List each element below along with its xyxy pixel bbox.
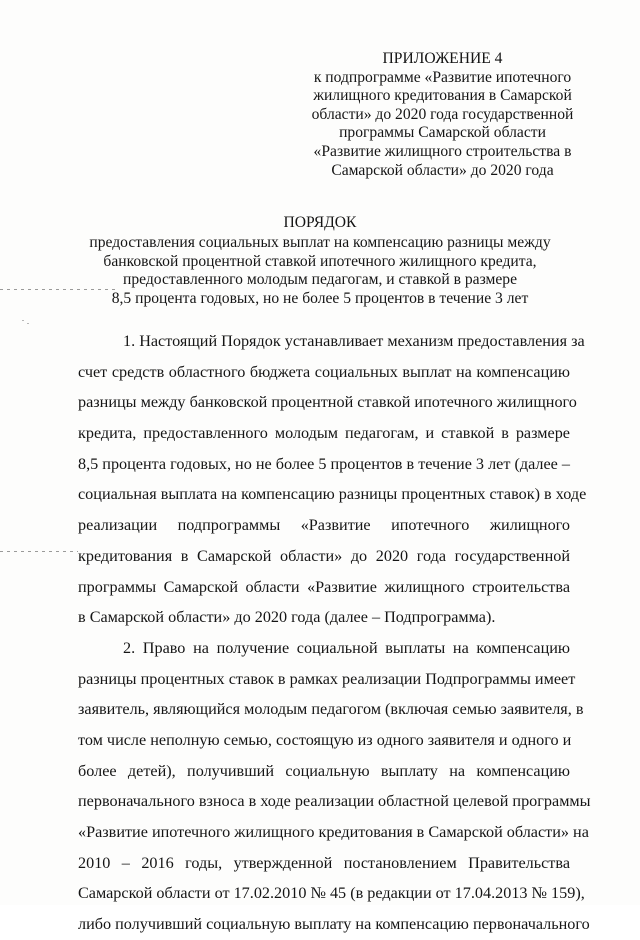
document-subtitle-line: предоставленного молодым педагогам, и ставкой в размере xyxy=(122,271,518,289)
paragraph-1-line: 8,5 процента годовых, но не более 5 процентов в течение 3 лет (далее – xyxy=(78,454,570,473)
appendix-line: программы Самарской области xyxy=(339,124,546,142)
paragraph-1-line: кредита, предоставленного молодым педагогам, и ставкой в размере xyxy=(78,424,570,443)
paragraph-2-line: 2010 – 2016 годы, утвержденной постановлением Правительства xyxy=(78,853,570,872)
appendix-line: области» до 2020 года государственной xyxy=(311,105,574,123)
paragraph-1-line: реализации подпрограммы «Развитие ипотечного жилищного xyxy=(78,516,570,535)
paragraph-2-line: либо получивший социальную выплату на компенсацию первоначального xyxy=(78,915,590,934)
document-subtitle-line: 8,5 процента годовых, но не более 5 процентов в течение 3 лет xyxy=(111,290,529,308)
document-title-block xyxy=(40,214,600,309)
scan-artifact-line xyxy=(0,551,78,552)
document-subtitle-line: предоставления социальных выплат на компенсацию разницы между xyxy=(89,233,551,251)
paragraph-1-line: программы Самарской области «Развитие жилищного строительства xyxy=(78,577,570,596)
document-subtitle-line: банковской процентной ставкой ипотечного жилищного кредита, xyxy=(103,252,537,270)
paragraph-1-line: кредитования в Самарской области» до 2020 года государственной xyxy=(78,546,570,565)
paragraph-1-line: 1. Настоящий Порядок устанавливает механизм предоставления за xyxy=(123,332,585,350)
appendix-title: ПРИЛОЖЕНИЕ 4 xyxy=(382,50,503,67)
paragraph-1-line: социальная выплата на компенсацию разницы процентных ставок) в ходе xyxy=(78,485,587,504)
document-body xyxy=(78,326,591,940)
appendix-line: «Развитие жилищного строительства в xyxy=(313,142,572,160)
paragraph-1-line: счет средств областного бюджета социальных выплат на компенсацию xyxy=(78,362,570,381)
paragraph-2-line: более детей), получивший социальную выплату на компенсацию xyxy=(78,761,570,780)
appendix-line: к подпрограмме «Развитие ипотечного xyxy=(313,68,572,86)
appendix-line: Самарской области» до 2020 года xyxy=(331,161,554,179)
paragraph-2-line: том числе неполную семью, состоящую из одного заявителя и одного и xyxy=(78,730,572,749)
document-title: ПОРЯДОК xyxy=(283,214,357,231)
scan-speck xyxy=(22,320,24,321)
scan-speck xyxy=(27,323,29,324)
paragraph-2-line: «Развитие ипотечного жилищного кредитования в Самарской области» на xyxy=(78,823,589,841)
paragraph-1-line: разницы между банковской процентной ставкой ипотечного жилищного xyxy=(78,393,577,412)
appendix-header xyxy=(300,50,585,180)
paragraph-2-line: заявитель, являющийся молодым педагогом (включая семью заявителя, в xyxy=(78,700,584,719)
paragraph-2-line: Самарской области от 17.02.2010 № 45 (в редакции от 17.04.2013 № 159), xyxy=(78,884,585,903)
scan-artifact-line xyxy=(0,289,118,290)
paragraph-1-line: в Самарской области» до 2020 года (далее – Подпрограмма). xyxy=(78,608,496,627)
paragraph-2-line: разницы процентных ставок в рамках реализации Подпрограммы имеет xyxy=(78,669,576,688)
appendix-line: жилищного кредитования в Самарской xyxy=(313,87,572,105)
paragraph-2-line: 2. Право на получение социальной выплаты на компенсацию xyxy=(123,638,570,657)
paragraph-2-line: первоначального взноса в ходе реализации областной целевой программы xyxy=(78,792,591,811)
